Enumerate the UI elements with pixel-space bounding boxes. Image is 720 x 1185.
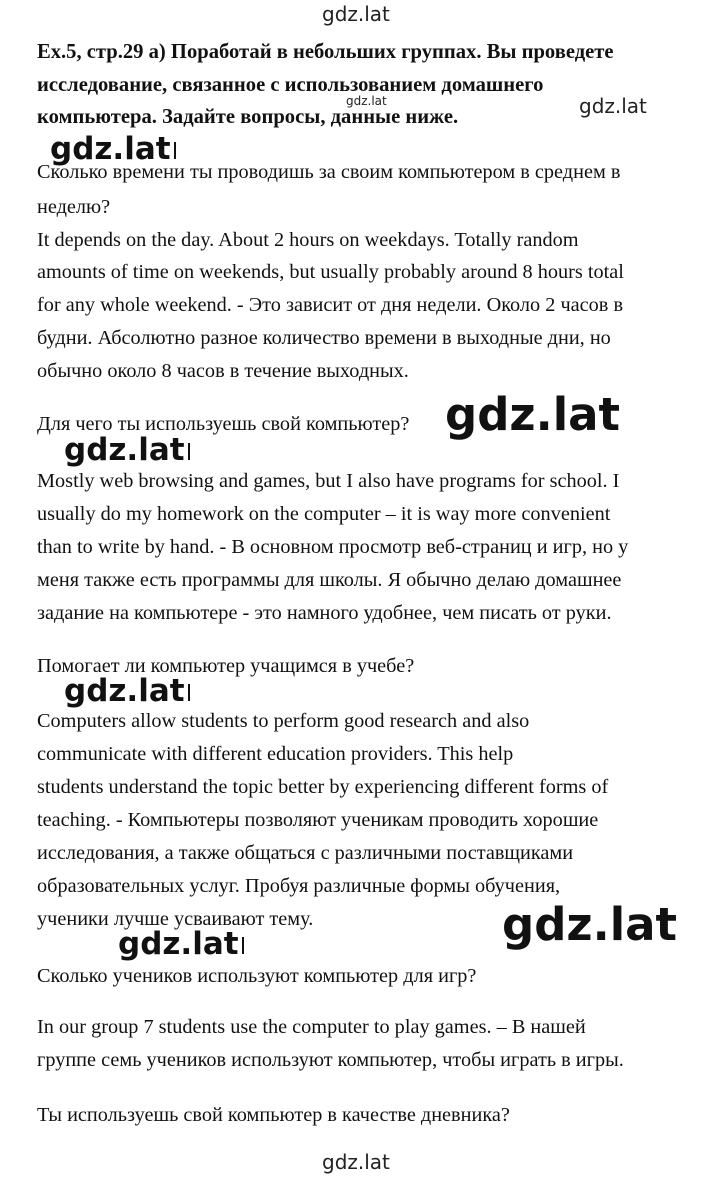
answer-4-line-2: группе семь учеников используют компьютер, чтобы играть в игры.	[37, 1049, 624, 1071]
answer-3-line-6: образовательных услуг. Пробуя различные формы обучения,	[37, 875, 561, 897]
answer-2-line-2: usually do my homework on the computer – it is way more convenient	[37, 503, 611, 525]
watermark-tiny: gdz.lat	[346, 94, 387, 108]
answer-1-line-2: amounts of time on weekends, but usually probably around 8 hours total	[37, 261, 624, 283]
answer-1-line-3: for any whole weekend. - Это зависит от дня недели. Около 2 часов в	[37, 294, 624, 316]
answer-1-line-5: обычно около 8 часов в течение выходных.	[37, 360, 409, 382]
question-4: Сколько учеников используют компьютер для игр?	[37, 965, 477, 987]
answer-2-line-5: задание на компьютере - это намного удобнее, чем писать от руки.	[37, 602, 612, 624]
answer-3-line-7: ученики лучше усваивают тему.	[37, 908, 314, 930]
answer-4-line-1: In our group 7 students use the computer to play games. – В нашей	[37, 1016, 586, 1038]
question-3: Помогает ли компьютер учащимся в учебе?	[37, 655, 415, 677]
question-1-line-1: Сколько времени ты проводишь за своим компьютером в среднем в	[37, 161, 621, 183]
answer-1-line-4: будни. Абсолютно разное количество времени в выходные дни, но	[37, 327, 611, 349]
answer-2-line-4: меня также есть программы для школы. Я обычно делаю домашнее	[37, 569, 622, 591]
answer-3-line-1: Computers allow students to perform good research and also	[37, 710, 530, 732]
question-1-line-2: неделю?	[37, 196, 111, 218]
exercise-heading-line-3: компьютера. Задайте вопросы, данные ниже.	[37, 106, 459, 128]
watermark-top-right: gdz.lat	[579, 94, 647, 118]
watermark-bottom: gdz.lat	[322, 1150, 390, 1174]
exercise-heading-line-1: Ex.5, стр.29 a) Поработай в небольших группах. Вы проведете	[37, 41, 614, 63]
answer-2-line-1: Mostly web browsing and games, but I also have programs for school. I	[37, 470, 620, 492]
watermark-4: gdz.lat	[118, 929, 244, 960]
watermark-2: gdz.lat	[64, 435, 190, 466]
exercise-heading-line-2: исследование, связанное с использованием домашнего	[37, 74, 544, 96]
answer-3-line-3: students understand the topic better by experiencing different forms of	[37, 776, 609, 798]
watermark-3: gdz.lat	[64, 676, 190, 707]
answer-3-line-5: исследования, а также общаться с различными поставщиками	[37, 842, 574, 864]
question-2: Для чего ты используешь свой компьютер?	[37, 413, 410, 435]
watermark-top: gdz.lat	[322, 2, 390, 26]
answer-3-line-4: teaching. - Компьютеры позволяют ученикам проводить хорошие	[37, 809, 599, 831]
answer-3-line-2: communicate with different education providers. This help	[37, 743, 514, 765]
watermark-large-1: gdz.lat	[445, 388, 621, 441]
answer-2-line-3: than to write by hand. - В основном просмотр веб-страниц и игр, но у	[37, 536, 629, 558]
answer-1-line-1: It depends on the day. About 2 hours on weekdays. Totally random	[37, 229, 579, 251]
watermark-large-2: gdz.lat	[502, 898, 678, 951]
question-5: Ты используешь свой компьютер в качестве дневника?	[37, 1104, 510, 1126]
watermark-1: gdz.lat	[50, 134, 176, 165]
